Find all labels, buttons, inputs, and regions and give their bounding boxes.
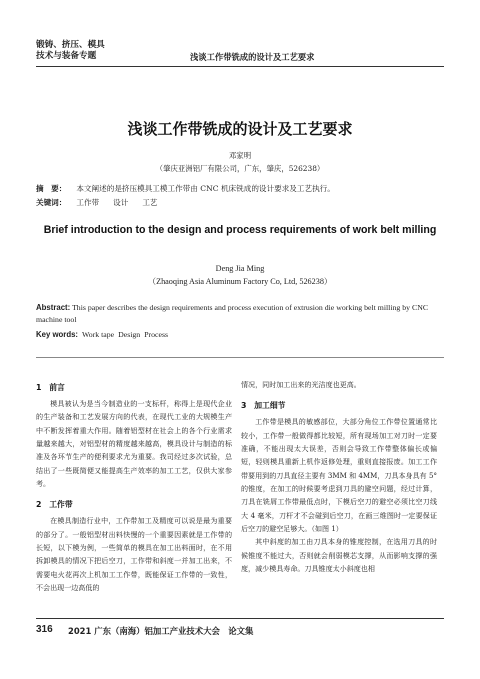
paper-title-en: Brief introduction to the design and process requirements of work belt milling <box>43 224 437 236</box>
affiliation-en: （Zhaoqing Asia Aluminum Factory Co, Ltd, 526238） <box>147 277 333 286</box>
author-en: Deng Jia Ming <box>215 264 265 273</box>
section-divider <box>36 357 444 358</box>
keywords-cn <box>36 197 172 208</box>
body-column-right <box>241 378 437 575</box>
affiliation-cn: （肇庆亚洲铝厂有限公司，广东，肇庆，526238） <box>155 164 325 173</box>
conference-name: 2021 广东（南海）铝加工产业技术大会 论文集 <box>68 626 254 636</box>
keyword-cn: 工作带 <box>76 198 100 207</box>
body-paragraph: 模具被认为是当今制造业的一支标杆，称得上是现代企业的生产装备和工艺发展方向的代表，在现代工业的大规模生产中不断发挥着重大作用。随着铝型材在社会上的各个行业需求量越来越大，对铝型材的精度越来越高，模具设计与制造的标准及各环节生产的便利要求尤为重要。我司经过多次试验，总结出了一些既简便又能提高生产效率的加工工艺，仅供大家参考。 <box>36 399 232 489</box>
journal-line-2: 技术与装备专题 <box>36 51 97 61</box>
keywords-en-label: Key words: <box>36 330 79 339</box>
abstract-en-label: Abstract: <box>36 303 71 312</box>
body-paragraph: 在模具制造行业中，工作带加工及精度可以说是最为重要的部分了。一般铝型材出料快慢的一个重要因素就是工作带的长短，以下模为例，一些简单的模具在加工出料面时，在不用拆卸模具的情况下把后空刀，工作带和斜度一并加工出来，不需要电火花再次上机加工工作带，既能保证工作带的一致性，不会出现一边高低的 <box>36 516 232 593</box>
abstract-cn-label: 摘 要： <box>36 184 67 193</box>
footer-rule <box>36 618 444 619</box>
keywords-cn-label: 关键词： <box>36 198 67 207</box>
abstract-en <box>36 302 444 325</box>
keyword-en: Design <box>118 330 141 339</box>
keyword-en: Process <box>144 330 169 339</box>
abstract-cn-text: 本文阐述的是挤压模具工模工作带由 CNC 机床铣成的设计要求及工艺执行。 <box>76 184 335 193</box>
journal-line-1: 锻铸、挤压、模具 <box>36 40 105 50</box>
section-heading: 2 工作带 <box>36 500 73 510</box>
paper-title-cn: 浅谈工作带铣成的设计及工艺要求 <box>127 120 353 138</box>
abstract-cn <box>36 183 335 194</box>
section-heading: 3 加工细节 <box>241 401 286 411</box>
body-paragraph: 情况，同时加工出来的光洁度也更高。 <box>241 380 361 389</box>
keyword-en: Work tape <box>82 330 115 339</box>
author-cn: 邓家明 <box>228 151 252 160</box>
journal-name <box>36 40 105 62</box>
keyword-cn: 设计 <box>113 198 129 207</box>
body-paragraph: 其中斜度的加工由刀具本身的锥度控制，在选用刀具的时候锥度不能过大，否则就会削弱模芯支撑，从而影响支撑的强度，减少模具寿命。刀具锥度太小斜度也相 <box>241 537 437 574</box>
body-column-left <box>36 378 232 594</box>
section-heading: 1 前言 <box>36 383 65 392</box>
keyword-cn: 工艺 <box>142 198 158 207</box>
keywords-en <box>36 330 172 339</box>
abstract-en-text: This paper describes the design requirements and process execution of extrusion die working belt milling by CNC machine tool <box>36 303 429 324</box>
running-title: 浅谈工作带铣成的设计及工艺要求 <box>190 52 315 62</box>
page-number: 316 <box>36 624 53 635</box>
body-paragraph: 工作带是模具的敏感部位，大部分角位工作带位置通常比较小，工作带一般做得都比较短，所有现场加工对刀时一定要准确，不能出现太大误差，否则会导致工作带整体偏长或偏短，轻则模具重新上机作返修处理，重则直接报废。加工工作带要用到的刀具直径主要有 3MM 和 4MM，刀具本身具有 5°的锥度，在加工的时候要考虑到刀具的避空问题，经过计算，刀具在铣屑工作带最低点时，下模后空刀的避空必须比空刀线大 4 毫米，刀杆才不会碰到后空刀，在画三维图时一定要保证后空刀的避空足够大。（如图 1） <box>241 417 437 534</box>
header-rule <box>36 66 444 67</box>
